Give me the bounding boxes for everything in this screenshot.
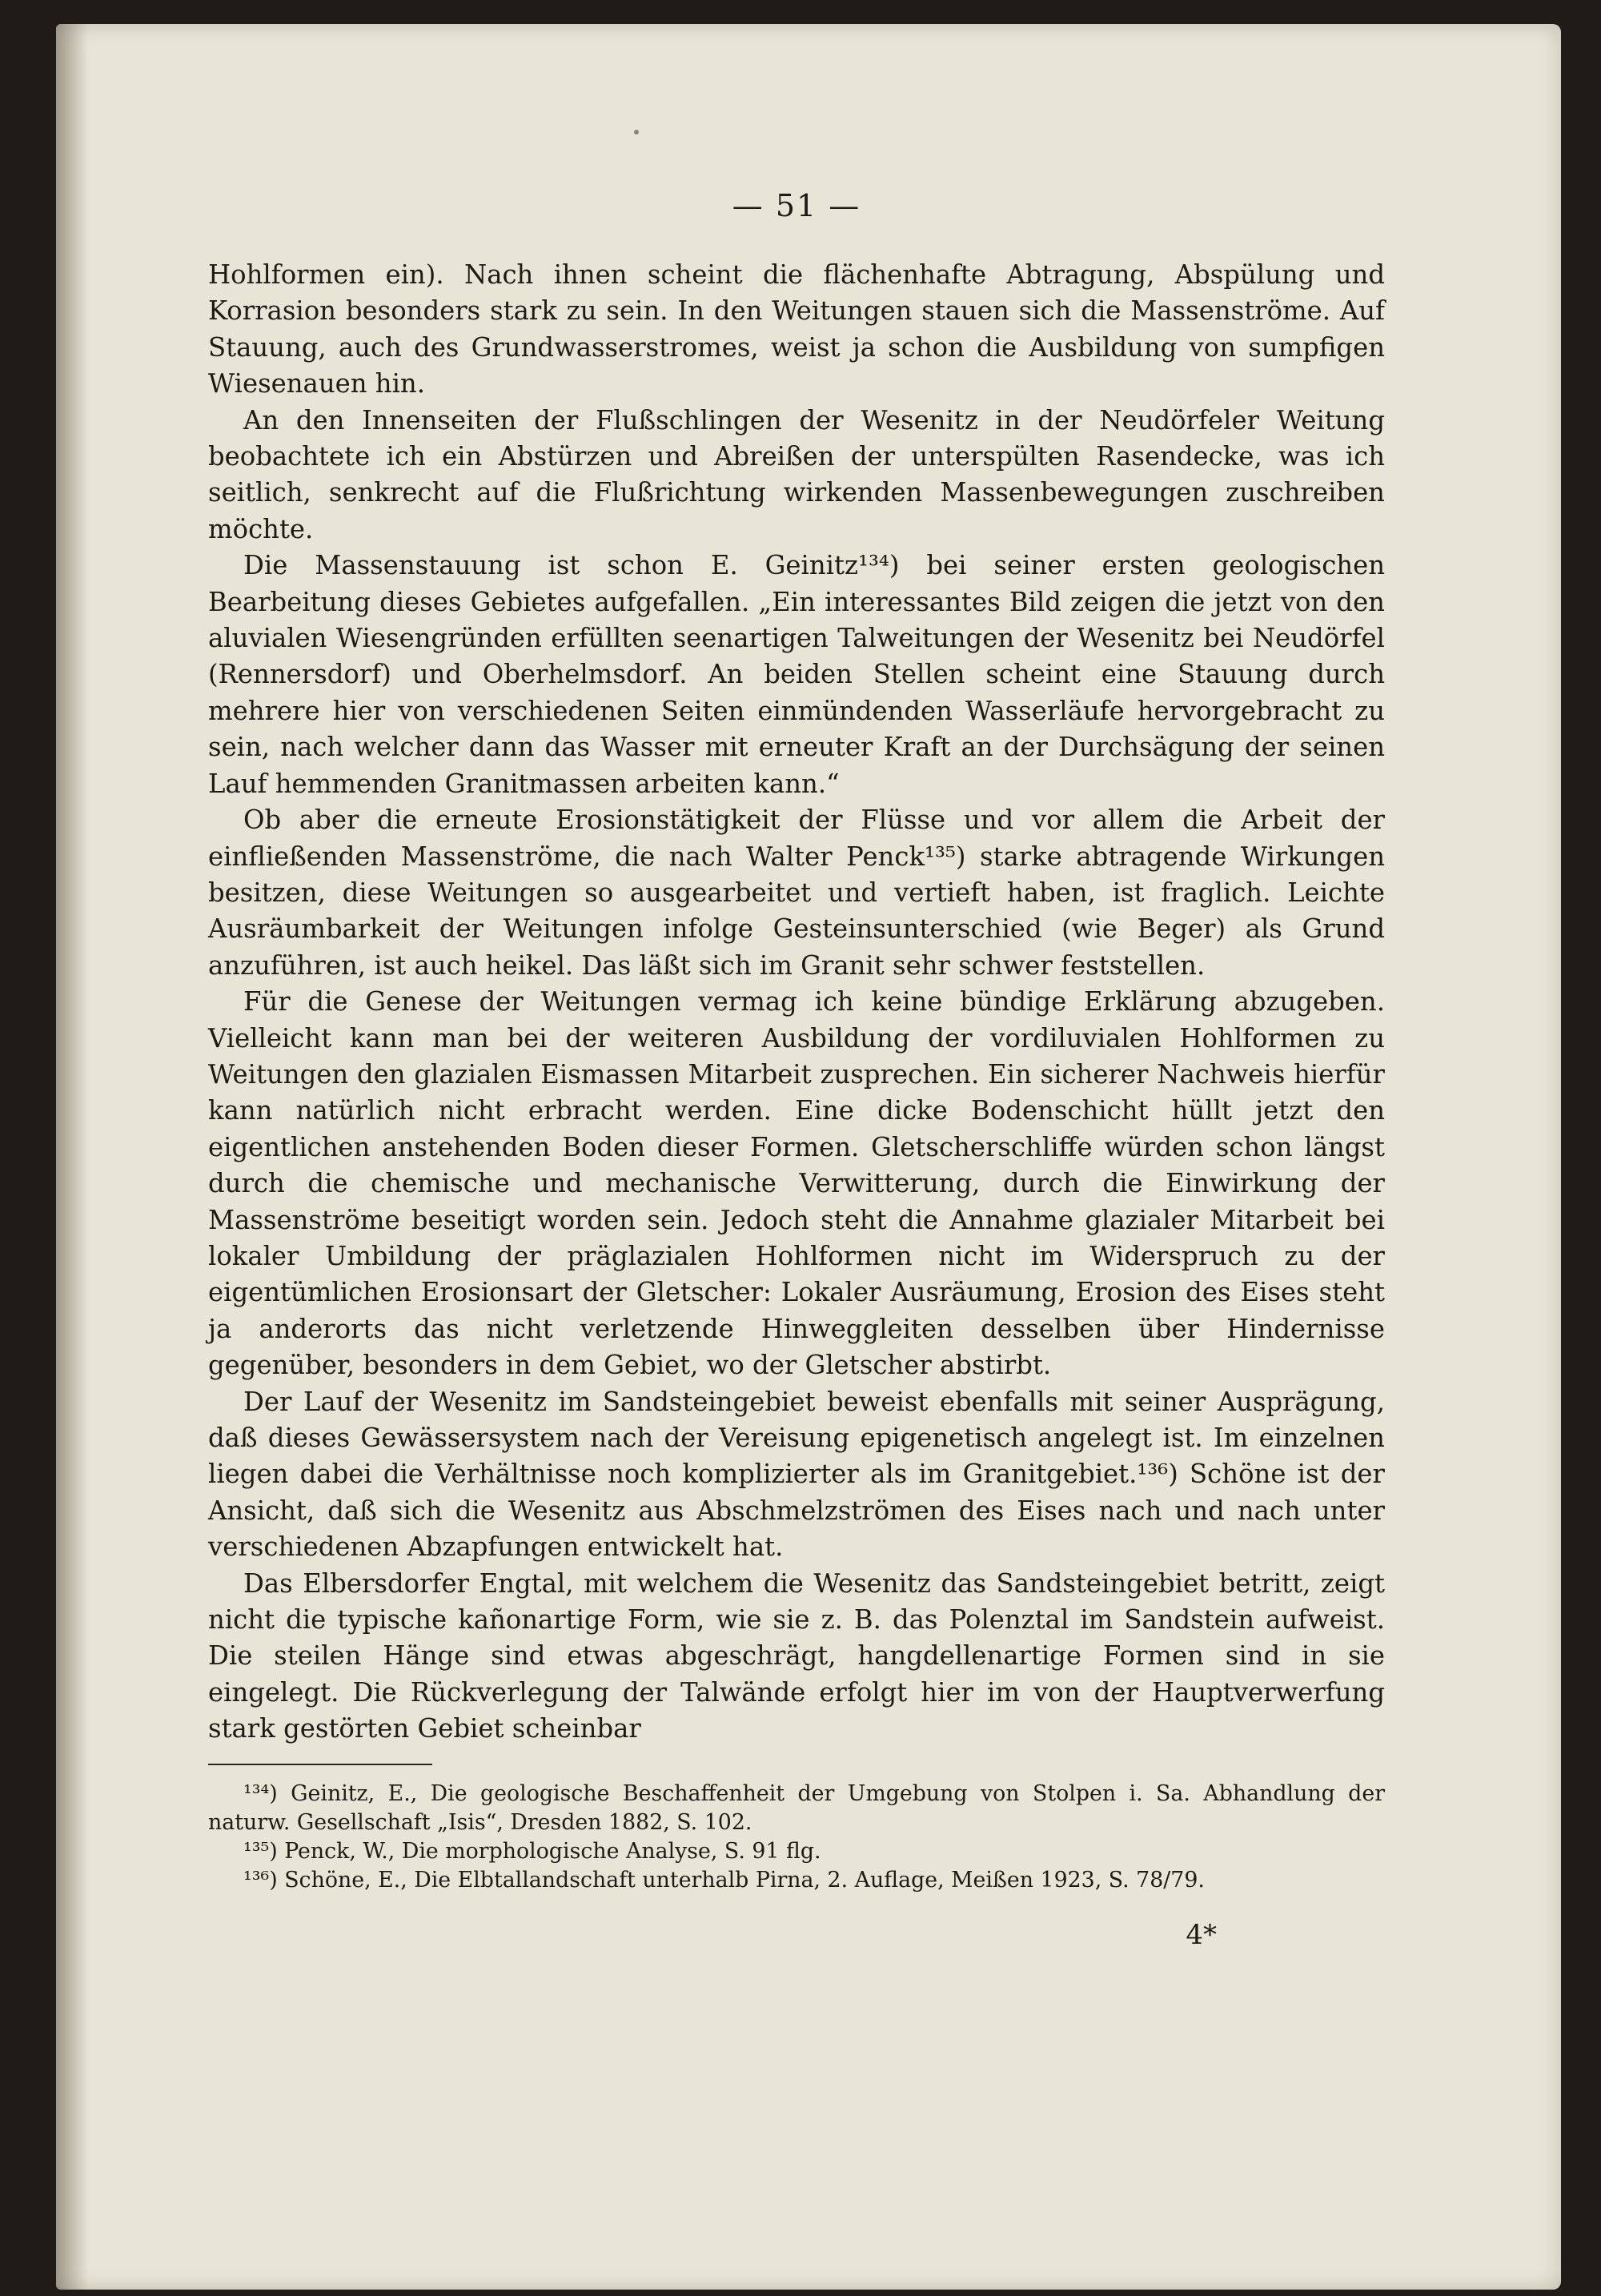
paragraph: Ob aber die erneute Erosionstätigkeit der Flüsse und vor allem die Arbeit der einfließenden Massenströme, die nach Walter Penck¹³⁵) starke abtragende Wirkungen besitzen, diese Weitungen so ausgearbeitet und vertieft haben, ist fraglich. Leichte Ausräumbarkeit der Weitungen infolge Gesteinsunterschied (wie Beger) als Grund anzuführen, ist auch heikel. Das läßt sich im Granit sehr schwer feststellen. bbox=[208, 805, 1385, 981]
footnotes bbox=[208, 1780, 1385, 1895]
paragraph: Hohlformen ein). Nach ihnen scheint die flächenhafte Abtragung, Abspülung und Korrasion besonders stark zu sein. In den Weitungen stauen sich die Massenströme. Auf Stauung, auch des Grundwasserstromes, weist ja schon die Ausbildung von sumpfigen Wiesenauen hin. bbox=[208, 259, 1385, 399]
paragraph: Der Lauf der Wesenitz im Sandsteingebiet beweist ebenfalls mit seiner Ausprägung, daß dieses Gewässersystem nach der Vereisung epigenetisch angelegt ist. Im einzelnen liegen dabei die Verhältnisse noch komplizierter als im Granitgebiet.¹³⁶) Schöne ist der Ansicht, daß sich die Wesenitz aus Abschmelzströmen des Eises nach und nach unter verschiedenen Abzapfungen entwickelt hat. bbox=[208, 1386, 1385, 1563]
paragraph: Die Massenstauung ist schon E. Geinitz¹³⁴) bei seiner ersten geologischen Bearbeitung dieses Gebietes aufgefallen. „Ein interessantes Bild zeigen die jetzt von den aluvialen Wiesengründen erfüllten seenartigen Talweitungen der Wesenitz bei Neudörfel (Rennersdorf) und Oberhelmsdorf. An beiden Stellen scheint eine Stauung durch mehrere hier von verschiedenen Seiten einmündenden Wasserläufe hervorgebracht zu sein, nach welcher dann das Wasser mit erneuter Kraft an der Durchsägung der seinen Lauf hemmenden Granitmassen arbeiten kann.“ bbox=[208, 550, 1385, 799]
page-number: — 51 — bbox=[732, 188, 861, 223]
paragraph: An den Innenseiten der Flußschlingen der Wesenitz in der Neudörfeler Weitung beobachtete ich ein Abstürzen und Abreißen der unterspülten Rasendecke, was ich seitlich, senkrecht auf die Flußrichtung wirkenden Massenbewegungen zuschreiben möchte. bbox=[208, 404, 1385, 544]
body-text bbox=[208, 257, 1385, 1748]
book-page bbox=[56, 24, 1561, 2290]
footnote: ¹³⁶) Schöne, E., Die Elbtallandschaft unterhalb Pirna, 2. Auflage, Meißen 1923, S. 78/79. bbox=[243, 1867, 1205, 1893]
paragraph: Das Elbersdorfer Engtal, mit welchem die Wesenitz das Sandsteingebiet betritt, zeigt nicht die typische kañonartige Form, wie sie z. B. das Polenztal im Sandstein aufweist. Die steilen Hänge sind etwas abgeschrägt, hangdellenartige Formen sind in sie eingelegt. Die Rückverlegung der Talwände erfolgt hier im von der Hauptverwerfung stark gestörten Gebiet scheinbar bbox=[208, 1567, 1385, 1744]
footnote-divider bbox=[208, 1764, 432, 1765]
footnote: ¹³⁴) Geinitz, E., Die geologische Beschaffenheit der Umgebung von Stolpen i. Sa. Abhandlung der naturw. Gesellschaft „Isis“, Dresden 1882, S. 102. bbox=[208, 1780, 1385, 1835]
footnote: ¹³⁵) Penck, W., Die morphologische Analyse, S. 91 flg. bbox=[243, 1838, 821, 1864]
paragraph: Für die Genese der Weitungen vermag ich keine bündige Erklärung abzugeben. Vielleicht kann man bei der weiteren Ausbildung der vordiluvialen Hohlformen zu Weitungen den glazialen Eismassen Mitarbeit zusprechen. Ein sicherer Nachweis hierfür kann natürlich nicht erbracht werden. Eine dicke Bodenschicht hüllt jetzt den eigentlichen anstehenden Boden dieser Formen. Gletscherschliffe würden schon längst durch die chemische und mechanische Verwitterung, durch die Einwirkung der Massenströme beseitigt worden sein. Jedoch steht die Annahme glazialer Mitarbeit bei lokaler Umbildung der präglazialen Hohlformen nicht im Widerspruch zu der eigentümlichen Erosionsart der Gletscher: Lokaler Ausräumung, Erosion des Eises steht ja anderorts das nicht verletzende Hinweggleiten desselben über Hindernisse gegenüber, besonders in dem Gebiet, wo der Gletscher abstirbt. bbox=[208, 986, 1385, 1381]
page-content bbox=[208, 188, 1385, 1951]
signature-mark: 4* bbox=[1186, 1918, 1217, 1951]
paper-speck bbox=[634, 130, 639, 134]
gutter-shadow bbox=[56, 24, 88, 2290]
